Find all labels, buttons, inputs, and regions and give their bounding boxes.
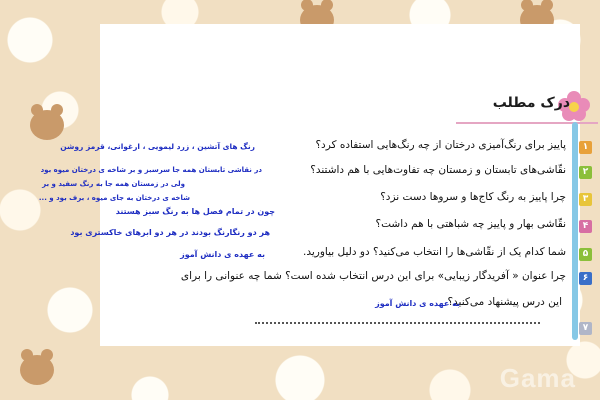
answer-2: در نقاشی تابستان همه جا سرسبز و بر شاخه ی درختان میوه بود xyxy=(40,166,262,174)
question-4: نقّاشی بهار و پاییز چه شباهتی با هم داشت؟ xyxy=(375,218,566,230)
bear-decoration xyxy=(20,355,54,385)
answer-2: ولی در زمستان همه جا به رنگ سفید و بر xyxy=(42,180,185,188)
question-3: چرا پاییز به رنگ کاج‌ها و سروها دست نزد؟ xyxy=(380,191,566,203)
question-number: ۴ xyxy=(579,220,592,233)
answer-3: چون در تمام فصل ها به رنگ سبز هستند xyxy=(115,207,275,216)
question-number: ۶ xyxy=(579,272,592,285)
answer-5: به عهده ی دانش آموز xyxy=(180,250,265,259)
question-5: شما کدام یک از نقّاشی‌ها را انتخاب می‌کنید؟ دو دلیل بیاورید. xyxy=(303,246,566,258)
answer-line xyxy=(255,322,540,324)
side-accent-bar xyxy=(572,122,578,340)
answer-6: به عهده ی دانش آموز xyxy=(375,299,460,308)
answer-4: هر دو رنگارنگ بودند در هر دو ابرهای خاکستری بود xyxy=(70,228,270,237)
question-6-continuation: این درس پیشنهاد می‌کنید؟ xyxy=(447,296,562,308)
question-number: ۱ xyxy=(579,141,592,154)
section-title: درک مطلب xyxy=(492,95,570,111)
question-number: ۷ xyxy=(579,322,592,335)
watermark-logo: Gama xyxy=(499,363,576,393)
question-number: ۳ xyxy=(579,193,592,206)
answer-1: رنگ های آتشین ، زرد لیمویی ، ارغوانی، قرمز روشن xyxy=(60,142,255,151)
question-6: چرا عنوان « آفریدگار زیبایی» برای این درس انتخاب شده است؟ شما چه عنوانی را برای xyxy=(180,270,566,282)
question-1: پاییز برای رنگ‌آمیزی درختان از چه رنگ‌هایی استفاده کرد؟ xyxy=(315,139,566,151)
bear-decoration xyxy=(30,110,64,140)
question-2: نقّاشی‌های تابستان و زمستان چه تفاوت‌هایی با هم داشتند؟ xyxy=(310,164,566,176)
question-number: ۵ xyxy=(579,248,592,261)
question-number: ۲ xyxy=(579,166,592,179)
answer-2: شاخه ی درختان به جای میوه ، برف بود و ... xyxy=(38,194,190,202)
